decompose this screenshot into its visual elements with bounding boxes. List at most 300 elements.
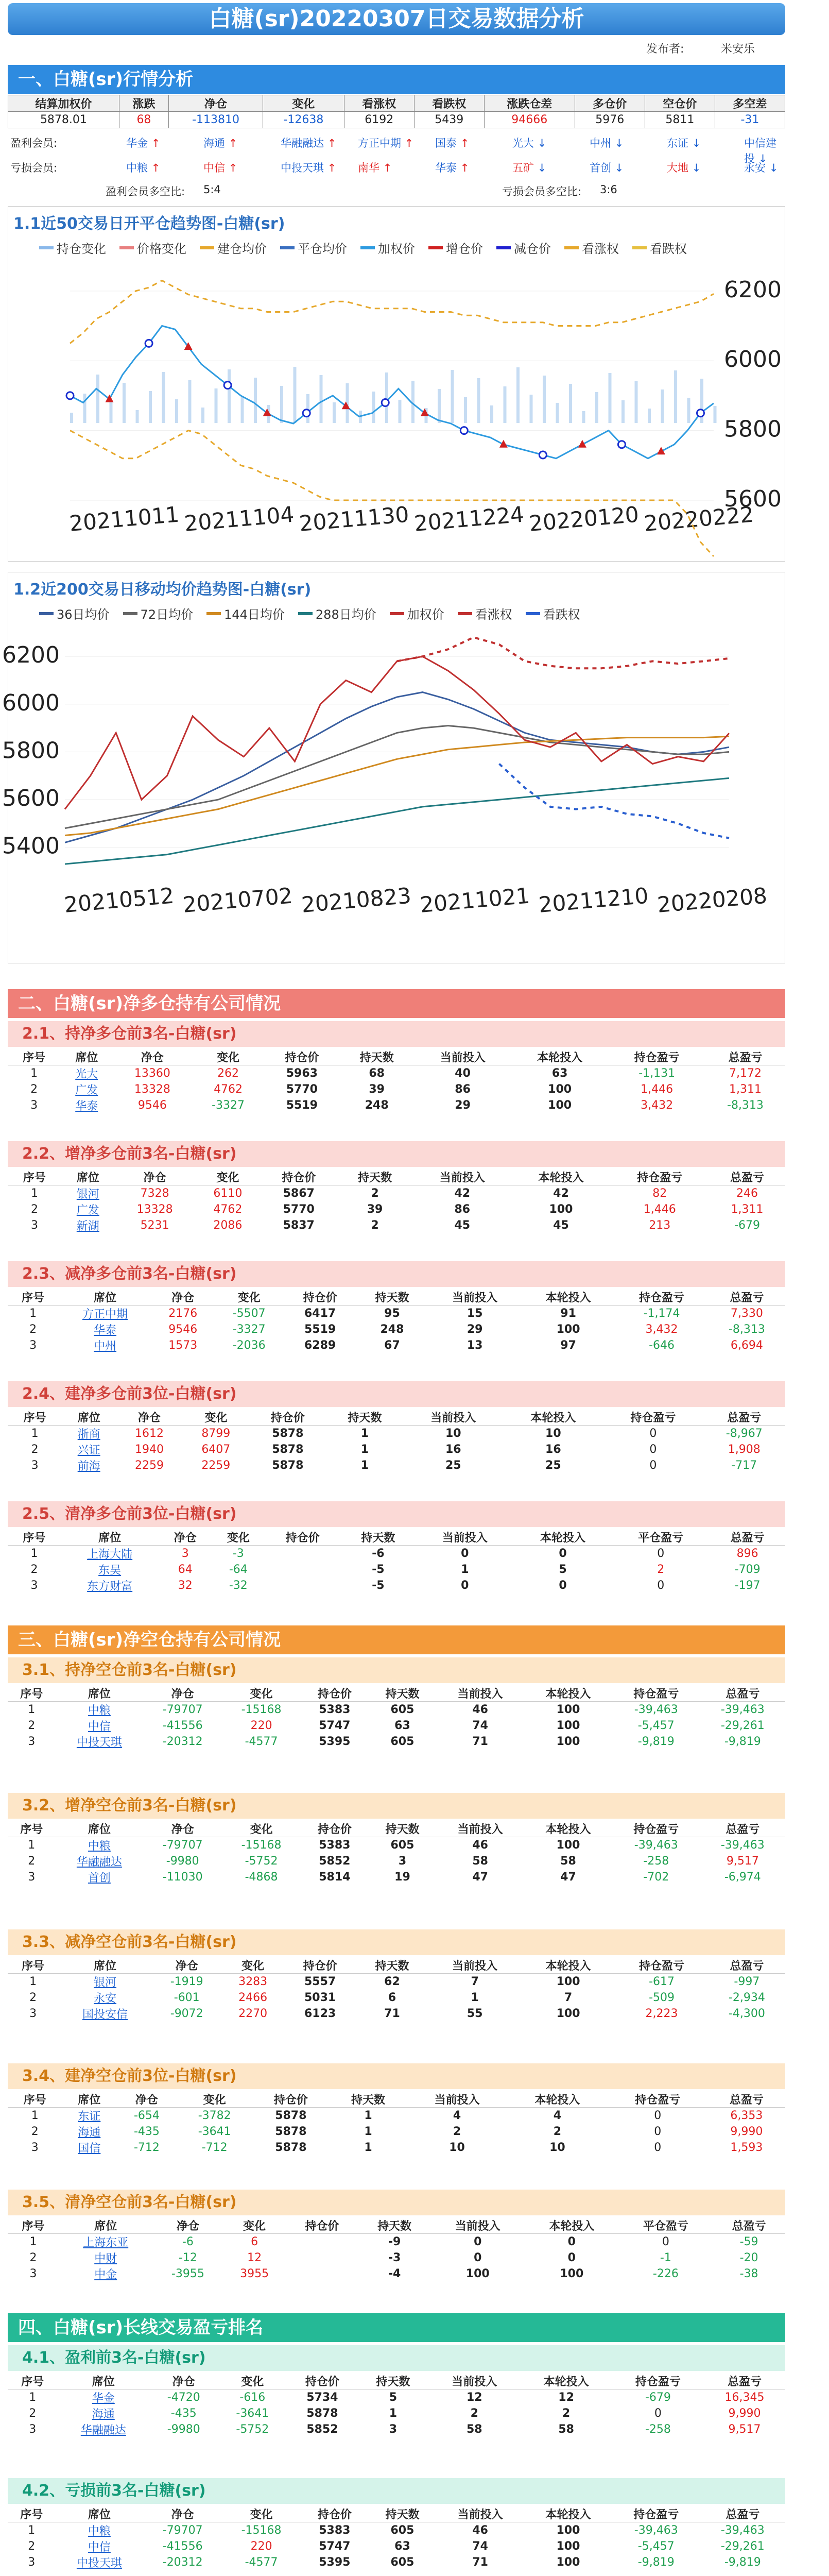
table-cell: 2466 — [238, 1991, 268, 2004]
column-header: 总盈亏 — [700, 2506, 785, 2522]
table-cell: -3955 — [171, 2267, 204, 2280]
table-cell: 1 — [30, 1547, 38, 1560]
table-row — [8, 1217, 785, 1233]
column-header: 序号 — [8, 2373, 58, 2389]
column-header: 变化 — [222, 1957, 284, 1974]
table-cell: 2 — [657, 1563, 665, 1576]
column-header: 当前投入 — [428, 1957, 521, 1974]
column-header: 持天数 — [340, 1529, 416, 1546]
chart-2-xtick: 20210512 — [63, 883, 175, 918]
trend-arrow-icon: ↓ — [758, 152, 768, 165]
table-cell: -39,463 — [720, 1703, 765, 1716]
trend-arrow-icon: ↑ — [404, 137, 414, 149]
table-cell: 3,432 — [641, 1099, 673, 1112]
table-cell: -679 — [645, 2391, 671, 2404]
table-cell: 5519 — [286, 1099, 318, 1112]
column-header: 持天数 — [358, 2217, 431, 2234]
summary-header-7: 多仓价 — [575, 95, 645, 112]
chart-1-position-bar — [516, 367, 520, 423]
table-cell: 1 — [31, 1427, 39, 1440]
summary-value-0: 5878.01 — [8, 112, 119, 128]
table-title-3: 2.4、建净多仓前3位-白糖(sr) — [8, 1381, 785, 1407]
chart-2-legend-item — [206, 604, 285, 622]
table-row — [8, 1442, 785, 1458]
table-cell: 605 — [390, 1735, 414, 1748]
column-header: 本轮投入 — [522, 1957, 615, 1974]
member-2: 华融融达 ↑ — [281, 137, 337, 149]
table-cell: 7,172 — [729, 1067, 762, 1080]
table-cell: 1 — [28, 1839, 36, 1852]
column-header: 持仓盈亏 — [615, 1289, 708, 1306]
table-cell: -64 — [229, 1563, 248, 1576]
legend-label: 看涨权 — [475, 607, 512, 622]
column-header: 序号 — [8, 1529, 61, 1546]
table-cell: 2 — [562, 2407, 571, 2420]
column-header: 序号 — [8, 1957, 58, 1974]
chart-1-position-bar — [504, 386, 507, 423]
column-header: 净仓 — [115, 1169, 195, 1185]
table-cell: 100 — [548, 1083, 572, 1096]
table-cell: 1 — [29, 2391, 37, 2404]
legend-swatch-icon — [428, 246, 443, 249]
column-header: 总盈亏 — [709, 1289, 785, 1306]
table-cell: 3283 — [238, 1975, 268, 1988]
table-cell — [286, 2250, 358, 2266]
column-header: 持天数 — [356, 1957, 428, 1974]
table-cell: -6 — [182, 2235, 194, 2248]
table-cell[interactable]: 中信 — [88, 2541, 111, 2554]
column-header: 持仓价 — [301, 1685, 369, 1702]
table-cell: -258 — [643, 1855, 669, 1868]
table-cell[interactable]: 华金 — [92, 2392, 115, 2405]
table-cell: 2 — [29, 1991, 37, 2004]
column-header: 持天数 — [326, 1409, 404, 1426]
table-cell: 0 — [649, 1427, 657, 1440]
table-cell: 2 — [28, 1719, 36, 1732]
legend-swatch-icon — [496, 246, 511, 249]
table-cell: 58 — [472, 1855, 488, 1868]
table-cell[interactable]: 银河 — [76, 1188, 99, 1201]
table-cell: 3 — [29, 2007, 37, 2020]
chart-1-xtick: 20220222 — [643, 501, 755, 536]
table-cell[interactable]: 国投安信 — [82, 2008, 128, 2021]
column-header: 当前投入 — [430, 2217, 525, 2234]
column-header: 变化 — [222, 2506, 301, 2522]
table-cell: 2 — [30, 1083, 38, 1096]
table-cell: -39,463 — [720, 1839, 765, 1852]
ratio2-value: 3:6 — [600, 183, 617, 196]
table-cell[interactable]: 国信 — [78, 2142, 101, 2155]
column-header: 席位 — [61, 1529, 159, 1546]
table-cell: -4 — [388, 2267, 401, 2280]
column-header: 持仓价 — [287, 2373, 357, 2389]
legend-label: 144日均价 — [224, 607, 285, 622]
table-cell: -15168 — [241, 1703, 282, 1716]
table-cell: 605 — [390, 1839, 414, 1852]
table-cell: 6123 — [304, 2007, 336, 2020]
table-row — [8, 2234, 785, 2250]
table-cell: -79707 — [162, 1839, 203, 1852]
chart-2-legend-item — [39, 604, 110, 622]
table-cell: 0 — [559, 1579, 567, 1592]
table-cell[interactable]: 中粮 — [88, 2525, 111, 2538]
table-cell: -15168 — [241, 2524, 282, 2537]
table-cell: -5752 — [236, 2423, 269, 2436]
chart-1-position-bar — [123, 383, 126, 423]
column-header: 变化 — [218, 2373, 287, 2389]
legend-label: 减仓价 — [514, 242, 551, 256]
table-cell: -601 — [174, 1991, 200, 2004]
table-cell[interactable]: 永安 — [94, 1992, 117, 2005]
chart-2-series-3 — [65, 778, 729, 864]
table-cell: 46 — [472, 2524, 488, 2537]
legend-label: 增仓价 — [446, 242, 483, 256]
table-cell: 100 — [556, 1703, 580, 1716]
table-cell: 3 — [30, 1579, 38, 1592]
trend-arrow-icon: ↓ — [537, 162, 547, 174]
table-title-4: 2.5、清净多仓前3位-白糖(sr) — [8, 1501, 785, 1527]
table-cell: 213 — [649, 1219, 671, 1232]
publisher-label: 发布者: — [646, 43, 684, 56]
member-3: 方正中期 ↑ — [358, 137, 414, 149]
table-cell: -3782 — [198, 2109, 231, 2122]
summary-value-2: -113810 — [169, 112, 263, 128]
legend-label: 持仓变化 — [57, 242, 106, 256]
table-row — [8, 1974, 785, 1990]
column-header: 持仓盈亏 — [612, 2506, 700, 2522]
table-cell[interactable]: 中投天琪 — [76, 1736, 122, 1749]
chart-2-ytick: 5600 — [2, 785, 60, 812]
column-header: 序号 — [8, 2506, 56, 2522]
column-header: 平仓盈亏 — [619, 2217, 713, 2234]
column-header: 总盈亏 — [708, 2091, 785, 2108]
column-header: 总盈亏 — [700, 1821, 785, 1837]
table-row — [8, 1458, 785, 1473]
trend-arrow-icon: ↑ — [228, 137, 238, 149]
table-cell[interactable]: 东吴 — [98, 1564, 122, 1577]
market-summary-table — [8, 95, 785, 128]
table-cell: 100 — [556, 1719, 580, 1732]
legend-swatch-icon — [280, 246, 295, 249]
table-cell[interactable]: 中粮 — [88, 1704, 111, 1717]
column-header: 持仓价 — [284, 1957, 356, 1974]
chart-2-svg — [2, 624, 785, 964]
table-cell: -226 — [652, 2267, 679, 2280]
table-cell: 3 — [31, 1459, 39, 1472]
chart-2-xtick: 20211210 — [538, 883, 650, 918]
chart-1-series-0 — [70, 326, 714, 459]
chart-1-position-bar — [254, 378, 257, 423]
table-row — [8, 1734, 785, 1750]
table-title-2: 2.3、减净多仓前3名-白糖(sr) — [8, 1261, 785, 1287]
table-cell: 248 — [380, 1323, 404, 1336]
table-cell: 100 — [556, 1975, 580, 1988]
chart-1-position-bar — [714, 406, 717, 423]
column-header: 总盈亏 — [700, 1685, 785, 1702]
table-title-8: 3.4、建净空仓前3位-白糖(sr) — [8, 2063, 785, 2089]
column-header: 持仓价 — [284, 1289, 356, 1306]
chart-2-xtick: 20211021 — [419, 883, 531, 918]
table-cell: 5557 — [304, 1975, 336, 1988]
table-cell: 7328 — [140, 1187, 169, 1200]
chart-1-position-bar — [648, 409, 651, 423]
trend-arrow-icon: ↓ — [614, 162, 624, 174]
position-table — [8, 1957, 785, 2022]
table-cell: -38 — [739, 2267, 758, 2280]
table-cell: -5,457 — [637, 2540, 675, 2553]
trend-arrow-icon: ↑ — [151, 162, 161, 174]
table-cell: -9,819 — [724, 1735, 761, 1748]
table-cell: -20 — [739, 2251, 758, 2264]
column-header: 本轮投入 — [522, 1289, 615, 1306]
table-cell: -5 — [372, 1563, 385, 1576]
chart-2-series-6 — [499, 764, 730, 838]
table-cell[interactable]: 中投天琪 — [76, 2557, 122, 2570]
table-cell[interactable]: 东证 — [78, 2110, 101, 2123]
table-cell[interactable]: 新湖 — [76, 1220, 99, 1233]
table-cell: 2 — [371, 1219, 379, 1232]
table-cell: -617 — [649, 1975, 675, 1988]
table-cell: 0 — [654, 2125, 662, 2138]
table-cell: -6,974 — [724, 1871, 761, 1884]
table-cell: 2259 — [134, 1459, 164, 1472]
table-cell: 2 — [31, 2125, 39, 2138]
table-cell: 0 — [654, 2141, 662, 2154]
table-cell: 0 — [461, 1547, 469, 1560]
table-cell: -39,463 — [634, 2524, 678, 2537]
table-cell: 0 — [649, 1443, 657, 1456]
table-cell[interactable]: 中财 — [94, 2252, 117, 2265]
chart-1-position-bar — [149, 391, 152, 423]
table-cell: 5963 — [286, 1067, 318, 1080]
table-row — [8, 1869, 785, 1885]
table-cell: 9,990 — [730, 2125, 763, 2138]
table-cell: -654 — [133, 2109, 160, 2122]
table-cell: 5878 — [275, 2109, 307, 2122]
table-row — [8, 1097, 785, 1113]
column-header: 变化 — [212, 1529, 265, 1546]
table-cell: 1,311 — [729, 1083, 762, 1096]
table-cell: -1 — [660, 2251, 671, 2264]
chart-1-position-bar — [438, 389, 441, 423]
table-row — [8, 1853, 785, 1869]
table-cell: -5752 — [245, 1855, 278, 1868]
table-cell[interactable]: 上海东亚 — [83, 2236, 129, 2249]
column-header: 席位 — [56, 2506, 144, 2522]
table-cell[interactable]: 首创 — [88, 1872, 111, 1885]
table-cell[interactable]: 华泰 — [75, 1100, 98, 1113]
chart-2-legend-item — [526, 604, 580, 622]
table-cell: 58 — [558, 2423, 574, 2436]
table-row — [8, 2266, 785, 2282]
trend-arrow-icon: ↓ — [692, 137, 701, 149]
column-header: 变化 — [223, 2217, 286, 2234]
table-row — [8, 1562, 785, 1578]
table-cell — [265, 1546, 340, 1562]
column-header: 总盈亏 — [709, 1169, 785, 1185]
table-cell: 2 — [553, 2125, 562, 2138]
table-title-10: 4.1、盈利前3名-白糖(sr) — [8, 2345, 785, 2371]
column-header: 净仓 — [116, 2091, 177, 2108]
chart-1-container — [8, 206, 785, 562]
chart-1-xtick: 20220120 — [528, 501, 640, 536]
legend-swatch-icon — [632, 246, 647, 249]
table-cell: -29,261 — [720, 1719, 765, 1732]
table-cell: 0 — [567, 2235, 576, 2248]
table-cell[interactable]: 方正中期 — [82, 1308, 128, 1321]
member-row-label: 亏损会员: — [10, 162, 58, 174]
table-cell: 5383 — [319, 1839, 351, 1852]
table-cell[interactable]: 浙商 — [77, 1428, 100, 1441]
table-cell[interactable]: 华融融达 — [80, 2424, 126, 2437]
table-cell: 1 — [28, 1703, 36, 1716]
table-cell[interactable]: 广发 — [76, 1204, 99, 1217]
chart-1-reduce-point — [382, 399, 389, 406]
table-cell: 6289 — [304, 1339, 336, 1352]
chart-1-reduce-point — [539, 451, 546, 459]
member-5: 五矿 ↓ — [512, 162, 547, 174]
table-cell[interactable]: 海通 — [92, 2408, 115, 2421]
summary-value-4: 6192 — [344, 112, 414, 128]
table-cell: 74 — [472, 1719, 488, 1732]
column-header: 本轮投入 — [511, 1049, 609, 1065]
table-cell: -39,463 — [634, 1839, 678, 1852]
table-cell: 1573 — [168, 1339, 198, 1352]
table-cell: 71 — [472, 1735, 488, 1748]
table-cell: 220 — [250, 1719, 272, 1732]
table-cell: 0 — [654, 2109, 662, 2122]
table-row — [8, 1578, 785, 1594]
table-row — [8, 1201, 785, 1217]
table-cell[interactable]: 中州 — [94, 1340, 117, 1353]
table-cell: 40 — [455, 1067, 471, 1080]
chart-1-position-bar — [490, 405, 493, 423]
table-cell[interactable]: 华泰 — [94, 1324, 117, 1337]
position-table — [8, 1821, 785, 1885]
chart-1-position-bar — [110, 402, 113, 423]
chart-1-title: 1.1近50交易日开平仓趋势图-白糖(sr) — [13, 215, 285, 233]
table-cell: 6 — [251, 2235, 258, 2248]
column-header: 序号 — [8, 1685, 56, 1702]
table-row — [8, 1185, 785, 1202]
column-header: 总盈亏 — [710, 1529, 785, 1546]
table-cell: 1612 — [134, 1427, 164, 1440]
trend-arrow-icon: ↑ — [228, 162, 238, 174]
column-header: 持仓盈亏 — [610, 1169, 709, 1185]
member-6: 首创 ↓ — [590, 162, 624, 174]
table-cell: -41556 — [162, 2540, 203, 2553]
table-cell[interactable]: 银河 — [94, 1976, 117, 1989]
chart-1-position-bar — [175, 399, 178, 423]
table-cell: 2086 — [213, 1219, 243, 1232]
table-cell[interactable]: 海通 — [78, 2126, 101, 2139]
chart-1-reduce-point — [618, 441, 625, 448]
chart-1-reduce-point — [66, 392, 74, 399]
chart-1-ytick: 5800 — [724, 416, 782, 443]
legend-label: 看跌权 — [650, 242, 687, 256]
table-cell[interactable]: 中金 — [94, 2268, 117, 2281]
chart-1-position-bar — [399, 400, 402, 423]
table-title-0: 2.1、持净多仓前3名-白糖(sr) — [8, 1021, 785, 1047]
legend-swatch-icon — [123, 612, 137, 615]
table-row — [8, 2421, 785, 2437]
chart-1-reduce-point — [145, 340, 152, 347]
table-cell: 3 — [28, 1871, 36, 1884]
table-cell: 55 — [467, 2007, 483, 2020]
table-cell: 3 — [29, 2423, 37, 2436]
table-cell: 1 — [29, 1307, 37, 1320]
table-cell[interactable]: 广发 — [75, 1084, 98, 1097]
summary-value-7: 5976 — [575, 112, 645, 128]
chart-1-position-bar — [136, 410, 139, 423]
table-cell: 5878 — [272, 1459, 304, 1472]
table-cell[interactable]: 中信 — [88, 1720, 111, 1733]
table-cell[interactable]: 中粮 — [88, 1840, 111, 1853]
table-cell: -9,819 — [637, 1735, 675, 1748]
chart-1-position-bar — [635, 381, 638, 423]
chart-1-position-bar — [674, 370, 677, 423]
table-cell: -8,967 — [726, 1427, 763, 1440]
table-cell: 1 — [364, 2109, 372, 2122]
legend-swatch-icon — [390, 612, 404, 615]
table-cell: 3 — [29, 2267, 37, 2280]
table-cell: 2 — [31, 1443, 39, 1456]
column-header: 持天数 — [337, 1169, 413, 1185]
table-cell: 5852 — [306, 2423, 338, 2436]
table-cell[interactable]: 光大 — [75, 1068, 98, 1081]
table-cell: 71 — [472, 2556, 488, 2569]
table-row — [8, 2250, 785, 2266]
table-row — [8, 1337, 785, 1353]
table-cell: 1,311 — [731, 1203, 764, 1216]
legend-swatch-icon — [564, 246, 579, 249]
table-title-6: 3.2、增净空仓前3名-白糖(sr) — [8, 1793, 785, 1819]
table-cell: -3641 — [198, 2125, 231, 2138]
column-header: 席位 — [58, 2373, 149, 2389]
table-cell[interactable]: 前海 — [77, 1460, 100, 1473]
table-cell: 2 — [470, 2407, 478, 2420]
column-header: 持天数 — [369, 1685, 437, 1702]
chart-1-xtick: 20211011 — [68, 501, 180, 536]
member-8: 中信建投 ↓ — [744, 137, 776, 165]
table-cell[interactable]: 兴证 — [77, 1444, 100, 1457]
chart-1-position-bar — [477, 378, 480, 423]
table-cell: 2 — [29, 2407, 37, 2420]
table-cell[interactable]: 东方财富 — [87, 1580, 133, 1593]
table-cell: 3 — [30, 1219, 38, 1232]
chart-1-ytick: 5600 — [724, 486, 782, 512]
table-title-11: 4.2、亏损前3名-白糖(sr) — [8, 2478, 785, 2504]
column-header: 当前投入 — [428, 1289, 521, 1306]
chart-1-position-bar — [70, 413, 73, 423]
table-cell: -9980 — [167, 2423, 200, 2436]
page-title: 白糖(sr)20220307日交易数据分析 — [8, 3, 785, 35]
table-cell: 64 — [178, 1563, 193, 1576]
chart-1-reduce-point — [224, 382, 231, 389]
table-cell: 13360 — [134, 1067, 170, 1080]
table-cell[interactable]: 华融融达 — [76, 1856, 122, 1869]
legend-swatch-icon — [526, 612, 540, 615]
table-cell: 5747 — [319, 2540, 351, 2553]
summary-header-8: 空仓价 — [645, 95, 715, 112]
table-cell: -9,819 — [724, 2556, 761, 2569]
summary-value-9: -31 — [715, 112, 785, 128]
table-cell: 0 — [657, 1547, 665, 1560]
table-cell: -646 — [649, 1339, 675, 1352]
chart-2-legend-item — [123, 604, 194, 622]
table-cell: 4 — [453, 2109, 461, 2122]
table-cell[interactable]: 上海大陆 — [87, 1548, 133, 1561]
